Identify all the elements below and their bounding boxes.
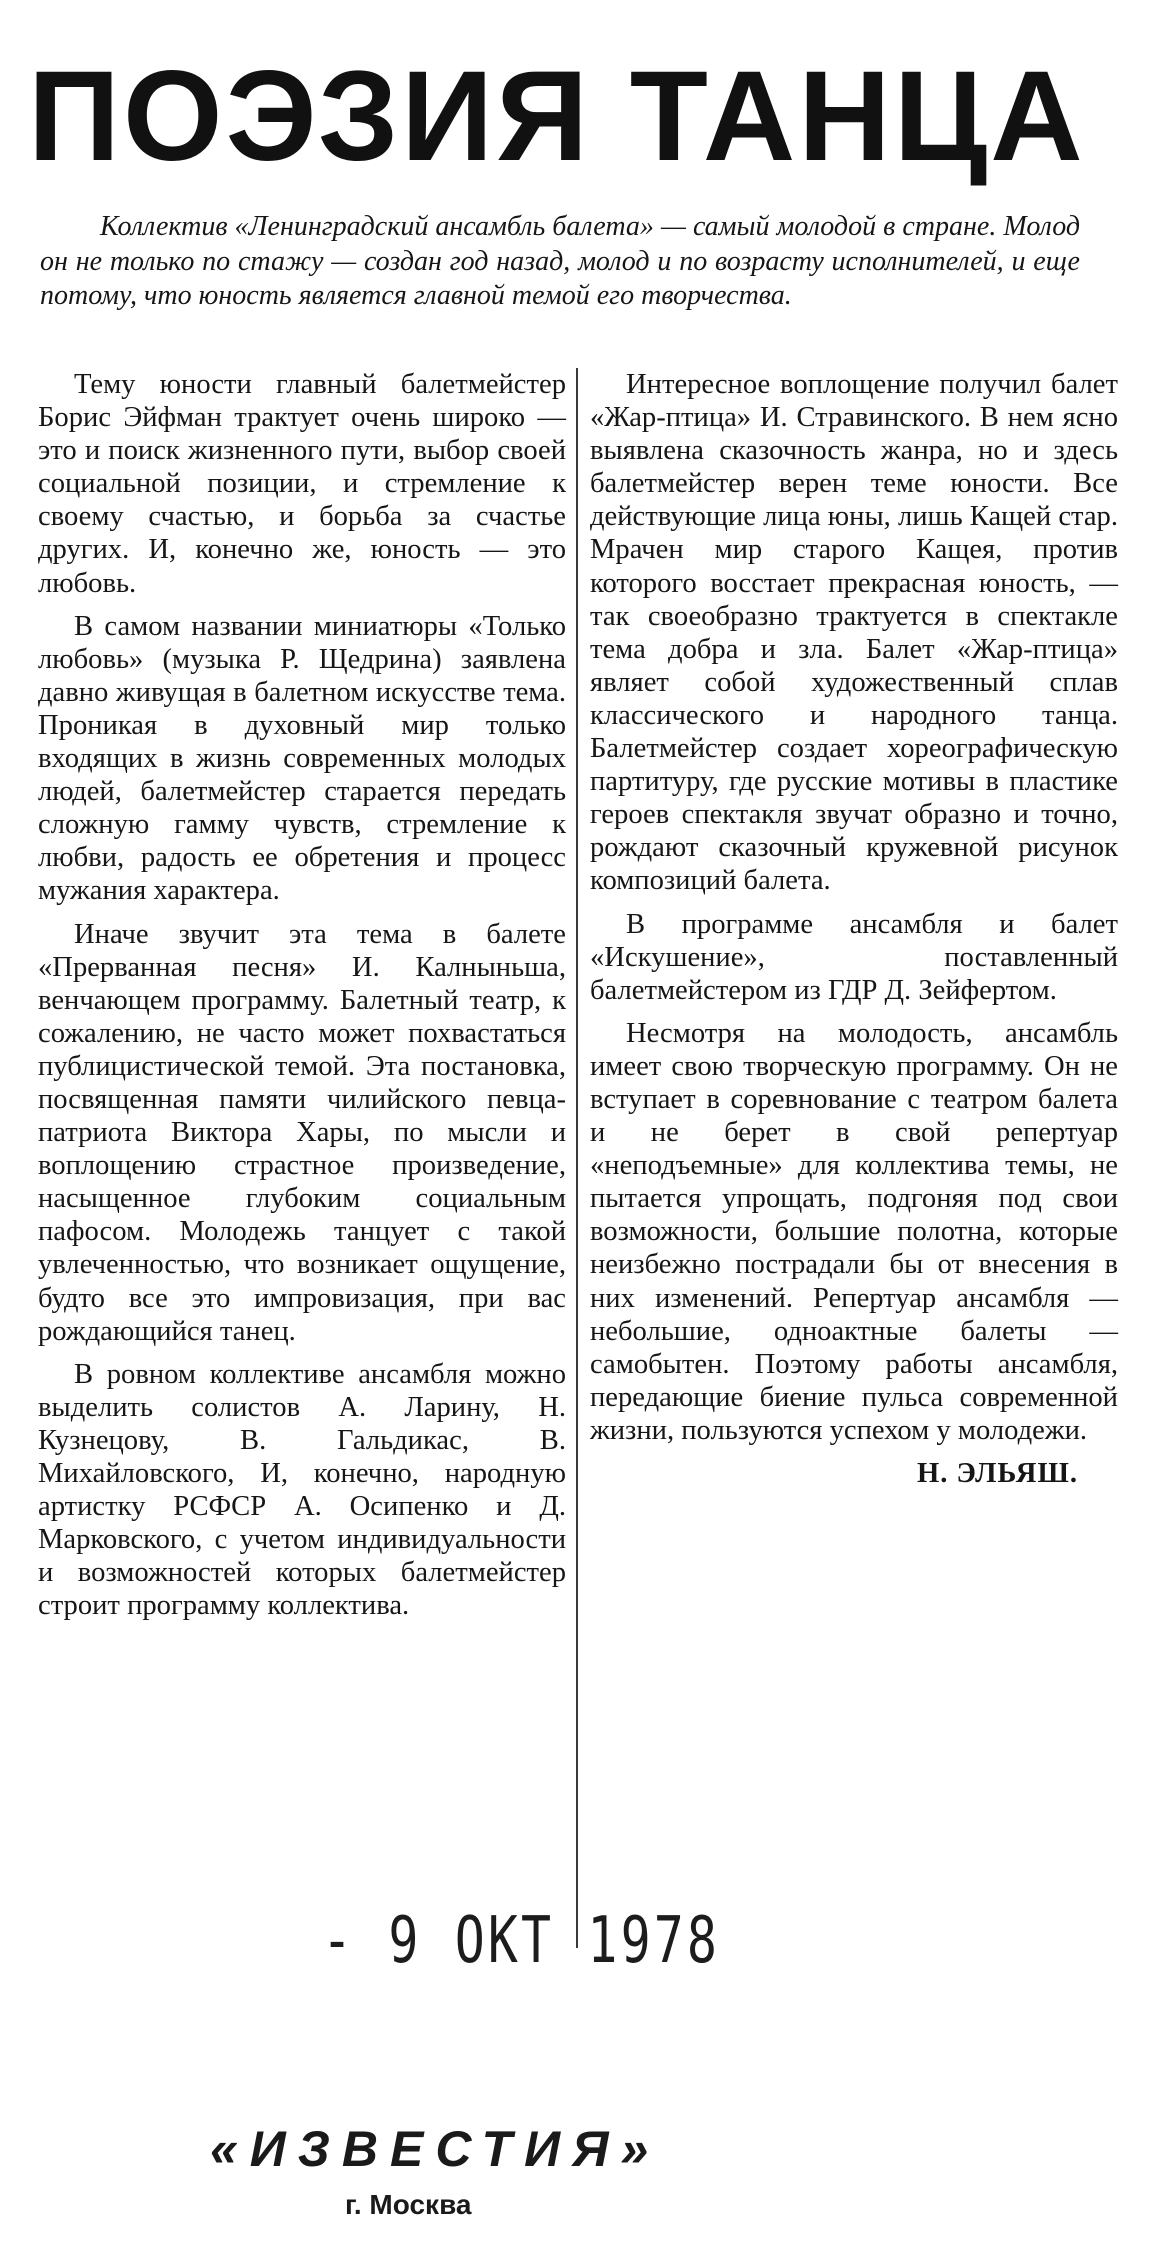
left-column [38, 368, 566, 1632]
city-stamp: г. Москва [345, 2189, 472, 2220]
lead-text: Коллектив «Ленинградский ансамбль балета» — самый молодой в стране. Молод он не только по стажу — создан год назад, молод и по возрасту исполнителей, и еще потому, что юность является главной темой его творчества. [40, 211, 1080, 311]
paragraph: В ровном коллективе ансамбля можно выделить солистов А. Ларину, Н. Кузнецову, В. Гальдикас, В. Михайловского, И, конечно, народную артистку РСФСР А. Осипенко и Д. Марковского, с учетом индивидуальности и возможностей которых балетмейстер строит программу коллектива. [38, 1358, 566, 1622]
publication-stamp: «ИЗВЕСТИЯ» [210, 2121, 661, 2177]
column-divider [576, 368, 578, 1948]
author-signature: Н. ЭЛЬЯШ. [916, 1458, 1078, 1489]
paragraph: В самом названии миниатюры «Только любовь» (музыка Р. Щедрина) заявлена давно живущая в балетном искусстве тема. Проникая в духовный мир только входящих в жизнь современных молодых людей, балетмейстер старается передать сложную гамму чувств, стремление к любви, радость ее обретения и процесс мужания характера. [38, 610, 566, 907]
date-stamp: - 9 ОКТ 1978 [322, 1904, 721, 1978]
headline: ПОЭЗИЯ ТАНЦА [28, 45, 1086, 188]
lead-paragraph [40, 210, 1080, 314]
paragraph: Интересное воплощение получил балет «Жар-птица» И. Стравинского. В нем ясно выявлена сказочность жанра, но и здесь балетмейстер верен теме юности. Все действующие лица юны, лишь Кащей стар. Мрачен мир старого Кащея, против которого восстает прекрасная юность, — так своеобразно трактуется в спектакле тема добра и зла. Балет «Жар-птица» являет собой художественный сплав классического и народного танца. Балетмейстер создает хореографическую партитуру, где русские мотивы в пластике героев спектакля звучат образно и точно, рождают сказочный кружевной рисунок композиций балета. [590, 369, 1118, 897]
paragraph: Тему юности главный балетмейстер Борис Эйфман трактует очень широко — это и поиск жизненного пути, выбор своей социальной позиции, и стремление к своему счастью, и борьба за счастье других. И, конечно же, юность — это любовь. [38, 369, 566, 599]
paragraph: В программе ансамбля и балет «Искушение», поставленный балетмейстером из ГДР Д. Зейфертом. [590, 908, 1118, 1006]
paragraph: Иначе звучит эта тема в балете «Прерванная песня» И. Калныньша, венчающем программу. Балетный театр, к сожалению, не часто может похвастаться публицистической темой. Эта постановка, посвященная памяти чилийского певца-патриота Виктора Хары, по мысли и воплощению страстное произведение, насыщенное глубоким социальным пафосом. Молодежь танцует с такой увлеченностью, что возникает ощущение, будто все это импровизация, при вас рождающийся танец. [38, 918, 566, 1347]
paragraph: Несмотря на молодость, ансамбль имеет свою творческую программу. Он не вступает в соревнование с театром балета и не берет в свой репертуар «неподъемные» для коллектива темы, не пытается упрощать, подгоняя под свои возможности, большие полотна, которые неизбежно пострадали бы от внесения в них изменений. Репертуар ансамбля — небольшие, одноактные балеты — самобытен. Поэтому работы ансамбля, передающие биение пульса современной жизни, пользуются успехом у молодежи. [590, 1017, 1118, 1446]
right-column [590, 368, 1118, 1490]
